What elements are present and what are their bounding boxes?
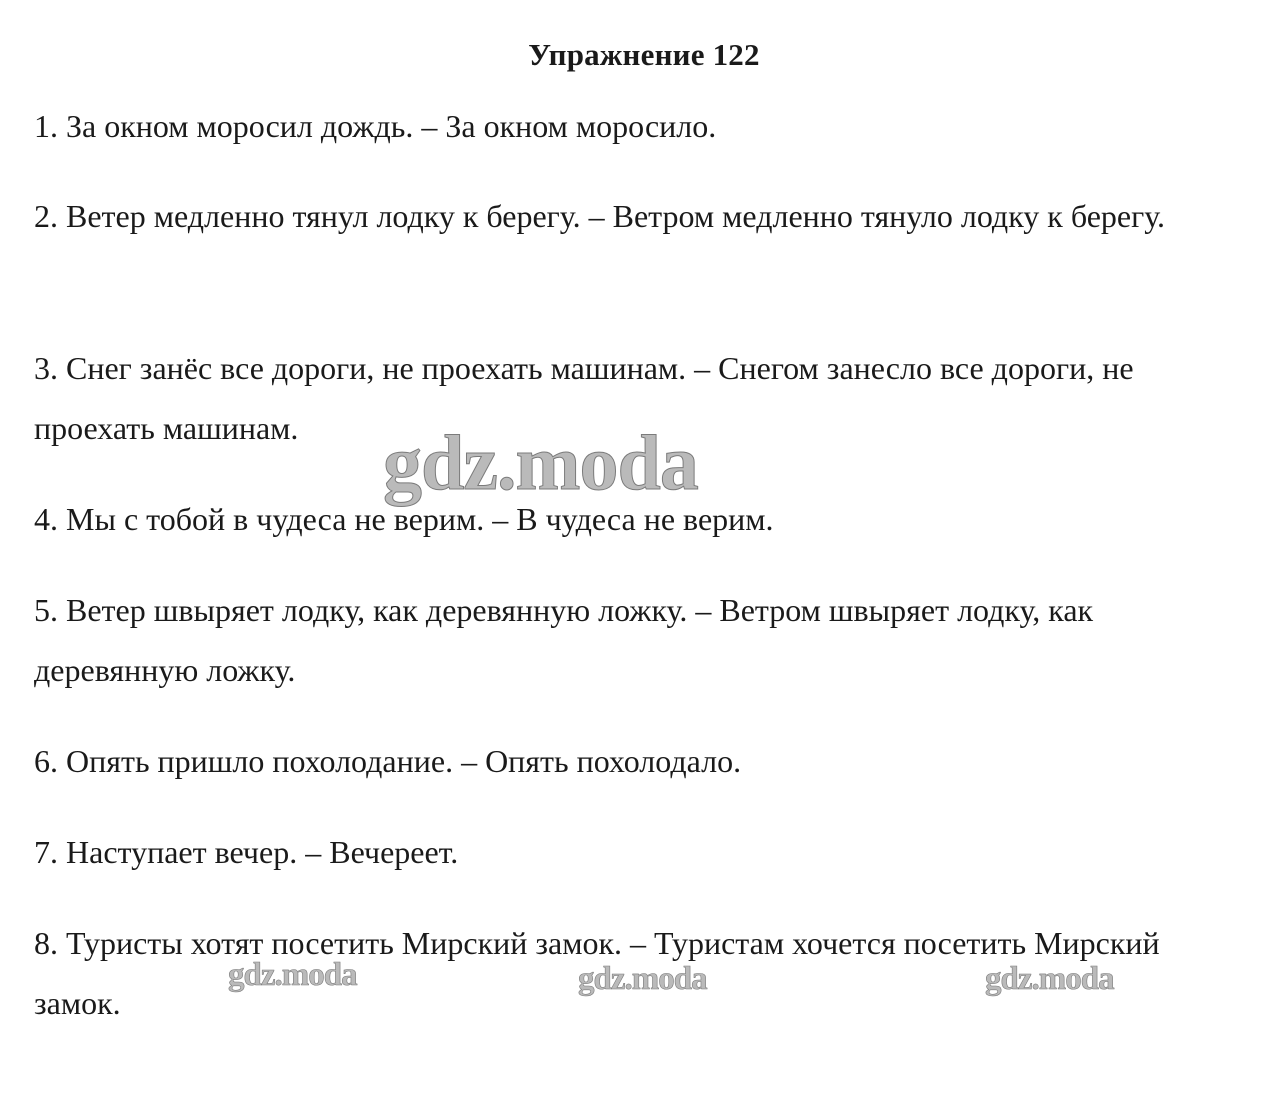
answer-item-8: 8. Туристы хотят посетить Мирский замок. – Туристам хочется посетить Мирский замок. (34, 925, 1160, 1021)
answer-item-3: 3. Снег занёс все дороги, не проехать машинам. – Снегом занесло все дороги, не проехать машинам. (34, 350, 1134, 446)
answer-item-7: 7. Наступает вечер. – Вечереет. (34, 834, 459, 870)
watermark-bottom-right: gdz.moda (985, 961, 1114, 997)
answer-item-1: 1. За окном моросил дождь. – За окном моросило. (34, 108, 717, 144)
answer-item-4: 4. Мы с тобой в чудеса не верим. – В чудеса не верим. (34, 501, 774, 537)
watermark-main: gdz.moda (383, 419, 698, 506)
answer-item-6: 6. Опять пришло похолодание. – Опять похолодало. (34, 743, 742, 779)
watermark-bottom-center: gdz.moda (578, 961, 707, 997)
exercise-title: Упражнение 122 (528, 36, 760, 72)
answer-item-2: 2. Ветер медленно тянул лодку к берегу. – Ветром медленно тянуло лодку к берегу. (34, 198, 1166, 234)
watermark-bottom-left: gdz.moda (228, 957, 357, 993)
answer-item-5: 5. Ветер швыряет лодку, как деревянную ложку. – Ветром швыряет лодку, как деревянную ложку. (34, 592, 1094, 688)
